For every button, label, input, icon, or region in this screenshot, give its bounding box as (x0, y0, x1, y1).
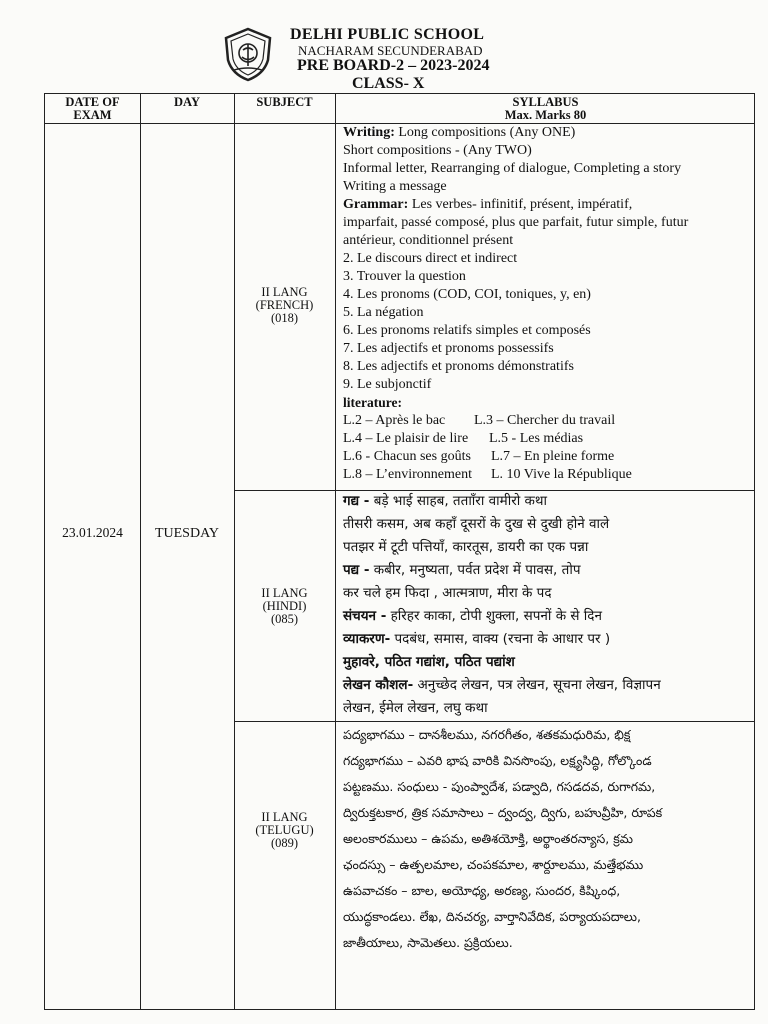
french-literature-col2-item: L.5 - Les médias (489, 431, 584, 446)
hindi-sanchayan-line (343, 605, 602, 627)
french-writing-line (343, 124, 575, 142)
subject-french (234, 286, 335, 325)
th-day: DAY (174, 95, 200, 109)
french-literature-col2-item: L.3 – Chercher du travail (474, 413, 616, 428)
french-item: 7. Les adjectifs et pronoms possessifs (343, 341, 554, 356)
french-literature-col2-item: L. 10 Vive la République (491, 467, 632, 482)
french-item: 6. Les pronoms relatifs simples et composés (343, 323, 591, 338)
subject-hindi-line1: II LANG (261, 586, 308, 600)
hindi-line: लेखन, ईमेल लेखन, लघु कथा (343, 700, 488, 716)
school-location: NACHARAM SECUNDERABAD (298, 43, 483, 58)
th-date-line2: EXAM (73, 108, 112, 122)
hindi-sanchayan-label: संचयन - (343, 608, 387, 624)
hindi-vyakaran-text: पदबंध, समास, वाक्य (रचना के आधार पर ) (390, 631, 611, 647)
telugu-line: జాతీయాలు, సామెతలు. ప్రక్రియలు. (343, 935, 513, 950)
french-literature-col2-item: L.7 – En pleine forme (491, 449, 615, 464)
hindi-line: कर चले हम फिदा , आत्मत्राण, मीरा के पद (343, 585, 552, 601)
subject-telugu (234, 811, 335, 850)
subject-hindi-line2: (HINDI) (262, 599, 307, 613)
hindi-gadya-text: बड़े भाई साहब, ततााँरा वामीरो कथा (369, 493, 547, 509)
telugu-line: ఛందస్సు – ఉత్పలమాల, చంపకమాల, శార్దూలము, మత్తేభము (343, 857, 644, 872)
french-grammar-line (343, 196, 632, 214)
th-date (45, 96, 140, 122)
exam-day: TUESDAY (154, 526, 220, 541)
french-item: 5. La négation (343, 305, 424, 320)
french-grammar-text: Les verbes- infinitif, présent, impératif, (408, 197, 633, 212)
hindi-padya-label: पद्य - (343, 562, 370, 578)
hindi-padya-text: कबीर, मनुष्यता, पर्वत प्रदेश में पावस, तोप (369, 562, 581, 578)
french-literature-col1-item: L.8 – L’environnement (343, 467, 472, 482)
telugu-line: ద్విరుక్తటకార, త్రిక సమాసాలు – ద్వంద్వ, ద్విగు, బహువ్రీహి, రూపక (343, 805, 663, 820)
th-syllabus (335, 96, 756, 122)
hindi-sanchayan-text: हरिहर काका, टोपी शुक्ला, सपनों के से दिन (386, 608, 602, 624)
telugu-line: పట్టణము. సంధులు - పుంప్వాదేశ, పడ్వాది, గసడదవ, రుగాగమ, (343, 779, 656, 794)
th-subject: SUBJECT (256, 95, 313, 109)
telugu-line: యుద్ధకాండలు. లేఖ, దినచర్య, వార్తానివేదిక, పర్యాయపదాలు, (343, 909, 641, 924)
col-divider-date (140, 94, 141, 1009)
hindi-vyakaran-label: व्याकरण- (343, 631, 391, 647)
school-logo-icon (222, 26, 274, 82)
telugu-line: అలంకారములు – ఉపమ, అతిశయోక్తి, అర్థాంతరన్యాస, క్రమ (343, 831, 633, 846)
hindi-lekhan-line (343, 674, 661, 696)
subject-french-code: (018) (270, 311, 299, 325)
french-writing-message: Writing a message (343, 179, 447, 194)
telugu-line: ఉపవాచకం – బాల, అయోధ్య, అరణ్య, సుందర, కిష్కింధ, (343, 883, 621, 898)
subject-hindi (234, 587, 335, 626)
french-writing-label: Writing: (343, 125, 395, 140)
telugu-line: పద్యభాగము – దానశీలము, నగరగీతం, శతకమధురిమ, భిక్ష (343, 727, 631, 742)
subject-telugu-code: (089) (270, 836, 299, 850)
french-item: 3. Trouver la question (343, 269, 466, 284)
hindi-gadya-line (343, 490, 547, 512)
col-divider-day (234, 94, 235, 1009)
exam-syllabus-table (44, 93, 755, 1010)
hindi-padya-line (343, 559, 581, 581)
french-item: 8. Les adjectifs et pronoms démonstratifs (343, 359, 574, 374)
french-informal-letter: Informal letter, Rearranging of dialogue, Completing a story (343, 161, 682, 176)
hindi-vyakaran-line (343, 628, 610, 650)
french-literature-label: literature: (343, 395, 402, 410)
subject-french-line2: (FRENCH) (255, 298, 314, 312)
french-grammar-label: Grammar: (343, 197, 409, 212)
exam-title: PRE BOARD-2 – 2023-2024 (297, 57, 490, 74)
french-grammar-line3: antérieur, conditionnel présent (343, 233, 514, 248)
subject-hindi-code: (085) (270, 612, 299, 626)
subject-telugu-line1: II LANG (261, 810, 308, 824)
th-syllabus-title: SYLLABUS (512, 95, 579, 109)
th-max-marks: Max. Marks 80 (504, 108, 587, 122)
french-literature-col1-item: L.2 – Après le bac (343, 413, 446, 428)
french-item: 2. Le discours direct et indirect (343, 251, 518, 266)
french-literature-col1-item: L.4 – Le plaisir de lire (343, 431, 469, 446)
french-grammar-line2: imparfait, passé composé, plus que parfait, futur simple, futur (343, 215, 689, 230)
hindi-lekhan-label: लेखन कौशल- (343, 677, 414, 693)
french-short-compositions: Short compositions - (Any TWO) (343, 143, 532, 158)
document-header (0, 24, 768, 94)
th-date-line1: DATE OF (65, 95, 120, 109)
col-divider-subject (335, 94, 336, 1009)
telugu-line: గద్యభాగము – ఎవరి భాష వారికి వినసొంపు, లక్ష్యసిద్ధి, గోల్కొండ (343, 753, 652, 768)
french-literature-col1-item: L.6 - Chacun ses goûts (343, 449, 471, 464)
hindi-gadya-label: गद्य - (343, 493, 370, 509)
french-writing-text: Long compositions (Any ONE) (394, 125, 576, 140)
hindi-line: तीसरी कसम, अब कहाँ दूसरों के दुख से दुखी होने वाले (343, 516, 610, 532)
class-label: CLASS- X (352, 75, 425, 92)
subject-telugu-line2: (TELUGU) (255, 823, 314, 837)
exam-date: 23.01.2024 (62, 525, 123, 540)
hindi-line: पतझर में टूटी पत्तियाँ, कारतूस, डायरी का एक पन्ना (343, 539, 589, 555)
subject-french-line1: II LANG (261, 285, 308, 299)
school-name: DELHI PUBLIC SCHOOL (290, 26, 485, 43)
french-item: 9. Le subjonctif (343, 377, 432, 392)
hindi-muhavare: मुहावरे, पठित गद्यांश, पठित पद्यांश (343, 654, 515, 670)
hindi-lekhan-text: अनुच्छेद लेखन, पत्र लेखन, सूचना लेखन, विज्ञापन (413, 677, 661, 693)
french-item: 4. Les pronoms (COD, COI, toniques, y, en) (343, 287, 591, 302)
